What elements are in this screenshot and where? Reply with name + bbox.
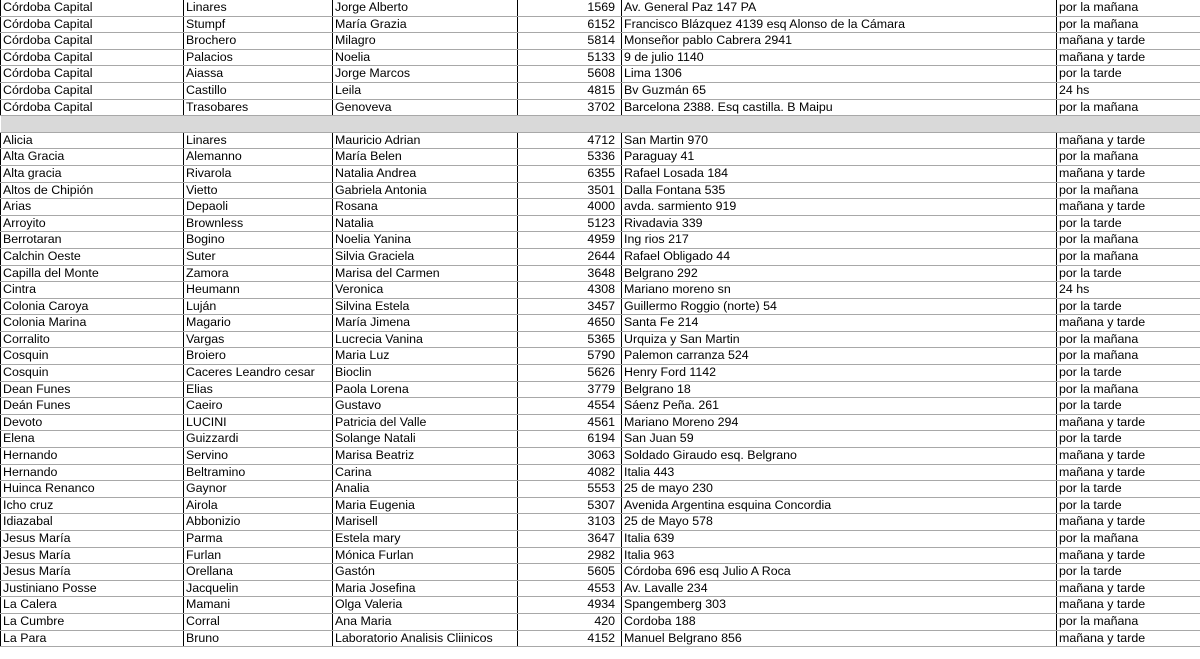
first-name-cell: Noelia bbox=[333, 49, 518, 66]
schedule-cell: mañana y tarde bbox=[1057, 597, 1200, 614]
cp-number-cell: 5133 bbox=[518, 49, 622, 66]
cp-number-cell: 6194 bbox=[518, 431, 622, 448]
table-row bbox=[1, 16, 1200, 33]
schedule-cell: mañana y tarde bbox=[1057, 448, 1200, 465]
surname-cell: Broiero bbox=[184, 348, 333, 365]
table-row bbox=[1, 331, 1200, 348]
schedule-cell: por la mañana bbox=[1057, 16, 1200, 33]
locality-cell: Elena bbox=[1, 431, 184, 448]
schedule-cell: por la tarde bbox=[1057, 431, 1200, 448]
first-name-cell: Estela mary bbox=[333, 531, 518, 548]
locality-cell: Alicia bbox=[1, 132, 184, 149]
address-cell: Urquiza y San Martin bbox=[622, 331, 1057, 348]
table-row bbox=[1, 298, 1200, 315]
locality-cell: Córdoba Capital bbox=[1, 66, 184, 83]
cp-number-cell: 3647 bbox=[518, 531, 622, 548]
address-cell: Soldado Giraudo esq. Belgrano bbox=[622, 448, 1057, 465]
table-row bbox=[1, 580, 1200, 597]
address-cell: Italia 963 bbox=[622, 547, 1057, 564]
first-name-cell: Genoveva bbox=[333, 99, 518, 116]
locality-cell: Huinca Renanco bbox=[1, 481, 184, 498]
group-separator-row bbox=[1, 116, 1200, 133]
table-row bbox=[1, 448, 1200, 465]
address-cell: Henry Ford 1142 bbox=[622, 365, 1057, 382]
locality-cell: Hernando bbox=[1, 448, 184, 465]
surname-cell: Elias bbox=[184, 381, 333, 398]
address-cell: Palemon carranza 524 bbox=[622, 348, 1057, 365]
cp-number-cell: 4959 bbox=[518, 232, 622, 249]
table-row bbox=[1, 0, 1200, 16]
first-name-cell: Solange Natali bbox=[333, 431, 518, 448]
locality-cell: Cintra bbox=[1, 282, 184, 299]
address-cell: Rafael Losada 184 bbox=[622, 165, 1057, 182]
table-row bbox=[1, 431, 1200, 448]
table-row bbox=[1, 199, 1200, 216]
surname-cell: Luján bbox=[184, 298, 333, 315]
cp-number-cell: 3501 bbox=[518, 182, 622, 199]
address-cell: 25 de mayo 230 bbox=[622, 481, 1057, 498]
cp-number-cell: 2982 bbox=[518, 547, 622, 564]
cp-number-cell: 3648 bbox=[518, 265, 622, 282]
schedule-cell: por la mañana bbox=[1057, 149, 1200, 166]
surname-cell: Rivarola bbox=[184, 165, 333, 182]
first-name-cell: Natalia Andrea bbox=[333, 165, 518, 182]
surname-cell: Caceres Leandro cesar bbox=[184, 365, 333, 382]
locality-cell: La Cumbre bbox=[1, 613, 184, 630]
table-row bbox=[1, 398, 1200, 415]
cp-number-cell: 4650 bbox=[518, 315, 622, 332]
locality-cell: Córdoba Capital bbox=[1, 33, 184, 50]
first-name-cell: Paola Lorena bbox=[333, 381, 518, 398]
surname-cell: Parma bbox=[184, 531, 333, 548]
schedule-cell: por la mañana bbox=[1057, 232, 1200, 249]
first-name-cell: Gustavo bbox=[333, 398, 518, 415]
schedule-cell: por la tarde bbox=[1057, 298, 1200, 315]
table-row bbox=[1, 497, 1200, 514]
surname-cell: Caeiro bbox=[184, 398, 333, 415]
first-name-cell: Leila bbox=[333, 82, 518, 99]
first-name-cell: Mónica Furlan bbox=[333, 547, 518, 564]
address-cell: San Juan 59 bbox=[622, 431, 1057, 448]
locality-cell: Alta Gracia bbox=[1, 149, 184, 166]
cp-number-cell: 5608 bbox=[518, 66, 622, 83]
address-cell: Av. Lavalle 234 bbox=[622, 580, 1057, 597]
schedule-cell: 24 hs bbox=[1057, 82, 1200, 99]
schedule-cell: por la tarde bbox=[1057, 66, 1200, 83]
address-cell: Rafael Obligado 44 bbox=[622, 248, 1057, 265]
first-name-cell: Natalia bbox=[333, 215, 518, 232]
surname-cell: Airola bbox=[184, 497, 333, 514]
locality-cell: Cosquin bbox=[1, 365, 184, 382]
schedule-cell: por la tarde bbox=[1057, 564, 1200, 581]
schedule-cell: mañana y tarde bbox=[1057, 315, 1200, 332]
first-name-cell: Maria Josefina bbox=[333, 580, 518, 597]
locality-cell: Córdoba Capital bbox=[1, 99, 184, 116]
address-cell: Belgrano 292 bbox=[622, 265, 1057, 282]
cp-number-cell: 4815 bbox=[518, 82, 622, 99]
table-row bbox=[1, 547, 1200, 564]
cp-number-cell: 5365 bbox=[518, 331, 622, 348]
first-name-cell: Marisa del Carmen bbox=[333, 265, 518, 282]
schedule-cell: por la mañana bbox=[1057, 348, 1200, 365]
address-cell: Córdoba 696 esq Julio A Roca bbox=[622, 564, 1057, 581]
address-cell: Lima 1306 bbox=[622, 66, 1057, 83]
surname-cell: Bruno bbox=[184, 630, 333, 647]
address-cell: Spangemberg 303 bbox=[622, 597, 1057, 614]
locality-cell: Colonia Caroya bbox=[1, 298, 184, 315]
schedule-cell: por la mañana bbox=[1057, 248, 1200, 265]
cp-number-cell: 1569 bbox=[518, 0, 622, 16]
surname-cell: Abbonizio bbox=[184, 514, 333, 531]
locality-cell: Jesus María bbox=[1, 564, 184, 581]
locality-cell: Calchin Oeste bbox=[1, 248, 184, 265]
cp-number-cell: 5336 bbox=[518, 149, 622, 166]
schedule-cell: mañana y tarde bbox=[1057, 514, 1200, 531]
table-row bbox=[1, 613, 1200, 630]
address-cell: Paraguay 41 bbox=[622, 149, 1057, 166]
locality-cell: Capilla del Monte bbox=[1, 265, 184, 282]
surname-cell: Brownless bbox=[184, 215, 333, 232]
schedule-cell: mañana y tarde bbox=[1057, 33, 1200, 50]
locality-cell: Cosquin bbox=[1, 348, 184, 365]
schedule-cell: 24 hs bbox=[1057, 282, 1200, 299]
table-row bbox=[1, 132, 1200, 149]
table-row bbox=[1, 464, 1200, 481]
table-row bbox=[1, 348, 1200, 365]
address-cell: Bv Guzmán 65 bbox=[622, 82, 1057, 99]
table-row bbox=[1, 33, 1200, 50]
table-row bbox=[1, 99, 1200, 116]
address-cell: Avenida Argentina esquina Concordia bbox=[622, 497, 1057, 514]
cp-number-cell: 3063 bbox=[518, 448, 622, 465]
surname-cell: Alemanno bbox=[184, 149, 333, 166]
cp-number-cell: 6152 bbox=[518, 16, 622, 33]
surname-cell: Brochero bbox=[184, 33, 333, 50]
first-name-cell: Bioclin bbox=[333, 365, 518, 382]
table-row bbox=[1, 531, 1200, 548]
table-row bbox=[1, 248, 1200, 265]
cp-number-cell: 4554 bbox=[518, 398, 622, 415]
locality-cell: Jesus María bbox=[1, 547, 184, 564]
surname-cell: Guizzardi bbox=[184, 431, 333, 448]
cp-number-cell: 5626 bbox=[518, 365, 622, 382]
cp-number-cell: 4308 bbox=[518, 282, 622, 299]
schedule-cell: por la mañana bbox=[1057, 331, 1200, 348]
locality-cell: Justiniano Posse bbox=[1, 580, 184, 597]
surname-cell: Stumpf bbox=[184, 16, 333, 33]
cp-number-cell: 5307 bbox=[518, 497, 622, 514]
surname-cell: Bogino bbox=[184, 232, 333, 249]
schedule-cell: por la tarde bbox=[1057, 365, 1200, 382]
locality-cell: Idiazabal bbox=[1, 514, 184, 531]
locality-cell: Córdoba Capital bbox=[1, 16, 184, 33]
cp-number-cell: 3457 bbox=[518, 298, 622, 315]
table-row bbox=[1, 414, 1200, 431]
table-row bbox=[1, 282, 1200, 299]
cp-number-cell: 5553 bbox=[518, 481, 622, 498]
locality-cell: Jesus María bbox=[1, 531, 184, 548]
cp-number-cell: 5605 bbox=[518, 564, 622, 581]
schedule-cell: mañana y tarde bbox=[1057, 580, 1200, 597]
first-name-cell: Veronica bbox=[333, 282, 518, 299]
address-cell: Mariano Moreno 294 bbox=[622, 414, 1057, 431]
schedule-cell: por la tarde bbox=[1057, 265, 1200, 282]
first-name-cell: Marisa Beatriz bbox=[333, 448, 518, 465]
address-cell: 9 de julio 1140 bbox=[622, 49, 1057, 66]
schedule-cell: mañana y tarde bbox=[1057, 464, 1200, 481]
schedule-cell: por la mañana bbox=[1057, 99, 1200, 116]
locality-cell: Devoto bbox=[1, 414, 184, 431]
cp-number-cell: 4934 bbox=[518, 597, 622, 614]
locality-cell: Córdoba Capital bbox=[1, 82, 184, 99]
schedule-cell: por la mañana bbox=[1057, 613, 1200, 630]
schedule-cell: por la tarde bbox=[1057, 398, 1200, 415]
cp-number-cell: 5814 bbox=[518, 33, 622, 50]
schedule-cell: mañana y tarde bbox=[1057, 414, 1200, 431]
surname-cell: Linares bbox=[184, 0, 333, 16]
surname-cell: Furlan bbox=[184, 547, 333, 564]
surname-cell: Vietto bbox=[184, 182, 333, 199]
first-name-cell: Gabriela Antonia bbox=[333, 182, 518, 199]
schedule-cell: por la tarde bbox=[1057, 497, 1200, 514]
table-row bbox=[1, 597, 1200, 614]
locality-cell: Berrotaran bbox=[1, 232, 184, 249]
first-name-cell: Silvia Graciela bbox=[333, 248, 518, 265]
address-cell: Barcelona 2388. Esq castilla. B Maipu bbox=[622, 99, 1057, 116]
first-name-cell: Analia bbox=[333, 481, 518, 498]
schedule-cell: mañana y tarde bbox=[1057, 630, 1200, 647]
table-row bbox=[1, 564, 1200, 581]
address-cell: Italia 443 bbox=[622, 464, 1057, 481]
surname-cell: Gaynor bbox=[184, 481, 333, 498]
first-name-cell: Jorge Marcos bbox=[333, 66, 518, 83]
table-row bbox=[1, 265, 1200, 282]
surname-cell: Zamora bbox=[184, 265, 333, 282]
locality-cell: Colonia Marina bbox=[1, 315, 184, 332]
table-row bbox=[1, 82, 1200, 99]
cp-number-cell: 4082 bbox=[518, 464, 622, 481]
first-name-cell: Rosana bbox=[333, 199, 518, 216]
surname-cell: Beltramino bbox=[184, 464, 333, 481]
surname-cell: Palacios bbox=[184, 49, 333, 66]
surname-cell: Servino bbox=[184, 448, 333, 465]
first-name-cell: Noelia Yanina bbox=[333, 232, 518, 249]
cp-number-cell: 4553 bbox=[518, 580, 622, 597]
table-row bbox=[1, 381, 1200, 398]
table-row bbox=[1, 232, 1200, 249]
schedule-cell: mañana y tarde bbox=[1057, 547, 1200, 564]
address-cell: Guillermo Roggio (norte) 54 bbox=[622, 298, 1057, 315]
first-name-cell: María Grazia bbox=[333, 16, 518, 33]
table-row bbox=[1, 66, 1200, 83]
table-row bbox=[1, 365, 1200, 382]
first-name-cell: Maria Luz bbox=[333, 348, 518, 365]
table-row bbox=[1, 514, 1200, 531]
first-name-cell: Olga Valeria bbox=[333, 597, 518, 614]
schedule-cell: por la tarde bbox=[1057, 215, 1200, 232]
surname-cell: Trasobares bbox=[184, 99, 333, 116]
table-row bbox=[1, 149, 1200, 166]
surname-cell: LUCINI bbox=[184, 414, 333, 431]
first-name-cell: Ana Maria bbox=[333, 613, 518, 630]
surname-cell: Aiassa bbox=[184, 66, 333, 83]
locality-cell: Arias bbox=[1, 199, 184, 216]
address-cell: Av. General Paz 147 PA bbox=[622, 0, 1057, 16]
address-cell: Rivadavia 339 bbox=[622, 215, 1057, 232]
locality-cell: Corralito bbox=[1, 331, 184, 348]
schedule-cell: por la mañana bbox=[1057, 381, 1200, 398]
surname-cell: Mamani bbox=[184, 597, 333, 614]
table-row bbox=[1, 630, 1200, 647]
table-row bbox=[1, 182, 1200, 199]
first-name-cell: Maria Eugenia bbox=[333, 497, 518, 514]
address-cell: Italia 639 bbox=[622, 531, 1057, 548]
surname-cell: Magario bbox=[184, 315, 333, 332]
cp-number-cell: 2644 bbox=[518, 248, 622, 265]
table-row bbox=[1, 165, 1200, 182]
first-name-cell: Laboratorio Analisis Cliinicos bbox=[333, 630, 518, 647]
schedule-cell: mañana y tarde bbox=[1057, 199, 1200, 216]
address-cell: Cordoba 188 bbox=[622, 613, 1057, 630]
table-row bbox=[1, 49, 1200, 66]
address-cell: Mariano moreno sn bbox=[622, 282, 1057, 299]
cp-number-cell: 420 bbox=[518, 613, 622, 630]
first-name-cell: Patricia del Valle bbox=[333, 414, 518, 431]
first-name-cell: Milagro bbox=[333, 33, 518, 50]
surname-cell: Castillo bbox=[184, 82, 333, 99]
surname-cell: Depaoli bbox=[184, 199, 333, 216]
address-cell: avda. sarmiento 919 bbox=[622, 199, 1057, 216]
table-row bbox=[1, 481, 1200, 498]
locality-cell: Deán Funes bbox=[1, 398, 184, 415]
schedule-cell: mañana y tarde bbox=[1057, 165, 1200, 182]
first-name-cell: Mauricio Adrian bbox=[333, 132, 518, 149]
first-name-cell: Silvina Estela bbox=[333, 298, 518, 315]
cp-number-cell: 4712 bbox=[518, 132, 622, 149]
cp-number-cell: 3779 bbox=[518, 381, 622, 398]
locality-cell: Arroyito bbox=[1, 215, 184, 232]
surname-cell: Jacquelin bbox=[184, 580, 333, 597]
first-name-cell: María Belen bbox=[333, 149, 518, 166]
surname-cell: Linares bbox=[184, 132, 333, 149]
group-separator-cell bbox=[1, 116, 1200, 133]
cp-number-cell: 4561 bbox=[518, 414, 622, 431]
first-name-cell: Carina bbox=[333, 464, 518, 481]
cp-number-cell: 3702 bbox=[518, 99, 622, 116]
cp-number-cell: 4152 bbox=[518, 630, 622, 647]
locality-cell: Icho cruz bbox=[1, 497, 184, 514]
locality-cell: Córdoba Capital bbox=[1, 49, 184, 66]
cp-number-cell: 6355 bbox=[518, 165, 622, 182]
address-cell: San Martin 970 bbox=[622, 132, 1057, 149]
cp-number-cell: 4000 bbox=[518, 199, 622, 216]
locality-cell: La Para bbox=[1, 630, 184, 647]
address-cell: Monseñor pablo Cabrera 2941 bbox=[622, 33, 1057, 50]
address-cell: Belgrano 18 bbox=[622, 381, 1057, 398]
first-name-cell: Gastón bbox=[333, 564, 518, 581]
address-cell: Santa Fe 214 bbox=[622, 315, 1057, 332]
table-body bbox=[1, 0, 1200, 647]
locality-cell: Córdoba Capital bbox=[1, 0, 184, 16]
surname-cell: Suter bbox=[184, 248, 333, 265]
cp-number-cell: 3103 bbox=[518, 514, 622, 531]
locality-cell: Alta gracia bbox=[1, 165, 184, 182]
schedule-cell: mañana y tarde bbox=[1057, 132, 1200, 149]
address-cell: 25 de Mayo 578 bbox=[622, 514, 1057, 531]
address-cell: Manuel Belgrano 856 bbox=[622, 630, 1057, 647]
address-cell: Ing rios 217 bbox=[622, 232, 1057, 249]
surname-cell: Corral bbox=[184, 613, 333, 630]
address-cell: Francisco Blázquez 4139 esq Alonso de la Cámara bbox=[622, 16, 1057, 33]
schedule-cell: por la mañana bbox=[1057, 0, 1200, 16]
locality-cell: Dean Funes bbox=[1, 381, 184, 398]
schedule-cell: mañana y tarde bbox=[1057, 49, 1200, 66]
first-name-cell: Marisell bbox=[333, 514, 518, 531]
schedule-cell: por la tarde bbox=[1057, 481, 1200, 498]
table-row bbox=[1, 315, 1200, 332]
cp-number-cell: 5790 bbox=[518, 348, 622, 365]
table-row bbox=[1, 215, 1200, 232]
first-name-cell: Lucrecia Vanina bbox=[333, 331, 518, 348]
locality-cell: Hernando bbox=[1, 464, 184, 481]
surname-cell: Heumann bbox=[184, 282, 333, 299]
address-cell: Sáenz Peña. 261 bbox=[622, 398, 1057, 415]
surname-cell: Vargas bbox=[184, 331, 333, 348]
surname-cell: Orellana bbox=[184, 564, 333, 581]
first-name-cell: María Jimena bbox=[333, 315, 518, 332]
address-cell: Dalla Fontana 535 bbox=[622, 182, 1057, 199]
schedule-cell: por la mañana bbox=[1057, 531, 1200, 548]
locality-cell: Altos de Chipión bbox=[1, 182, 184, 199]
schedule-cell: por la mañana bbox=[1057, 182, 1200, 199]
locality-cell: La Calera bbox=[1, 597, 184, 614]
first-name-cell: Jorge Alberto bbox=[333, 0, 518, 16]
cp-number-cell: 5123 bbox=[518, 215, 622, 232]
